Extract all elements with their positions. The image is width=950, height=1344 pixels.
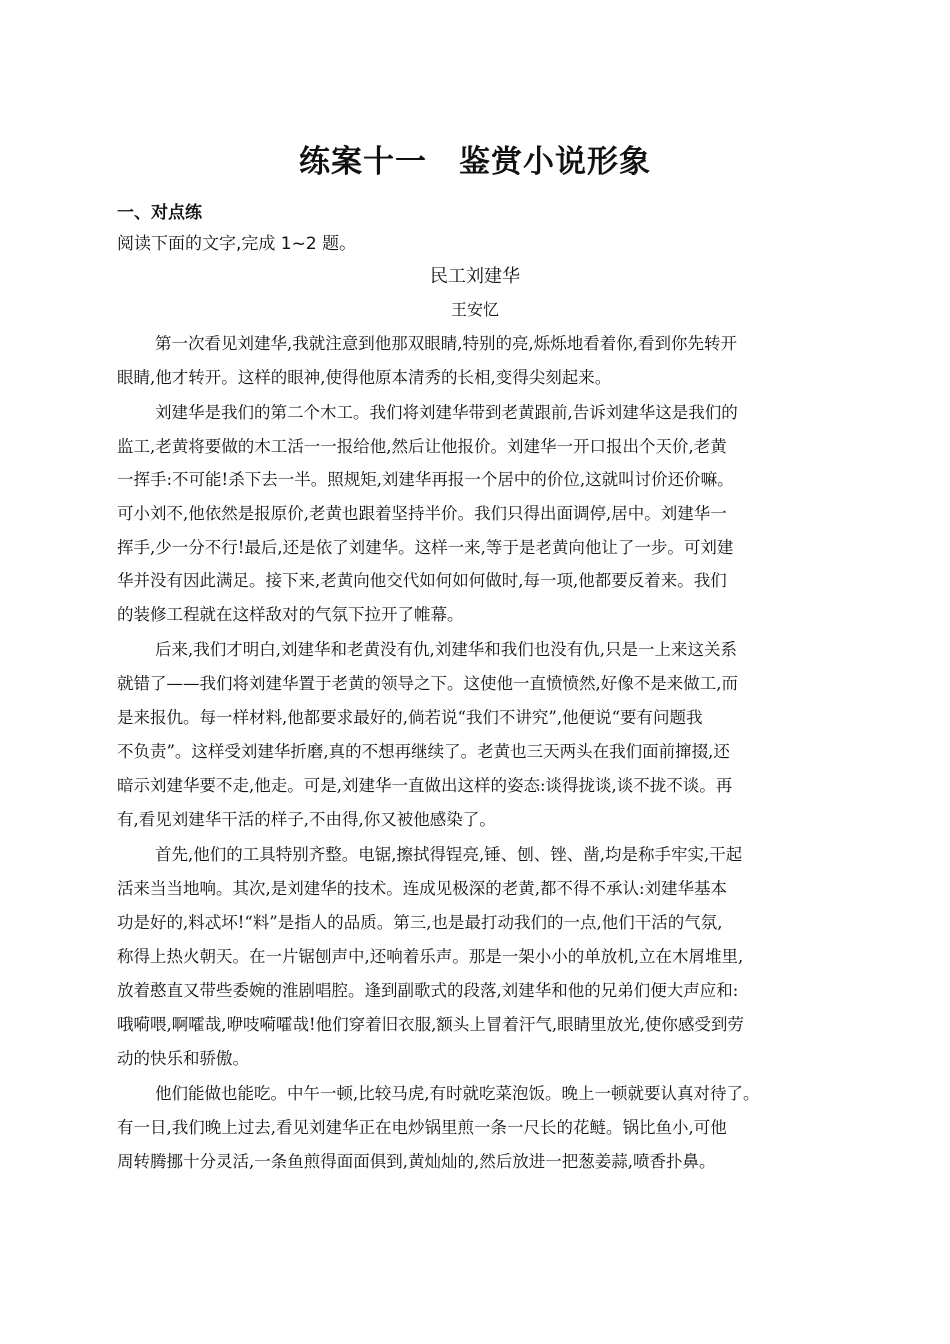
text-line: 他们能做也能吃。中午一顿,比较马虎,有时就吃菜泡饭。晚上一顿就要认真对待了。: [155, 1084, 760, 1103]
text-line: 的装修工程就在这样敌对的气氛下拉开了帷幕。: [117, 605, 464, 624]
text-line: 首先,他们的工具特别齐整。电锯,擦拭得锃亮,锤、刨、锉、凿,均是称手牢实,干起: [155, 845, 743, 864]
text-line: 称得上热火朝天。在一片锯刨声中,还响着乐声。那是一架小小的单放机,立在木屑堆里,: [117, 947, 744, 966]
text-line: 眼睛,他才转开。这样的眼神,使得他原本清秀的长相,变得尖刻起来。: [117, 368, 612, 387]
page-title: 练案十一 鉴赏小说形象: [299, 144, 651, 180]
text-line: 有一日,我们晚上过去,看见刘建华正在电炒锅里煎一条一尺长的花鲢。锅比鱼小,可他: [117, 1118, 727, 1137]
text-line: 是来报仇。每一样材料,他都要求最好的,倘若说“我们不讲究”,他便说“要有问题我: [117, 708, 703, 727]
text-line: 动的快乐和骄傲。: [117, 1049, 249, 1068]
text-line: 一挥手:不可能!杀下去一半。照规矩,刘建华再报一个居中的价位,这就叫讨价还价嘛。: [117, 470, 734, 489]
story-title: 民工刘建华: [430, 266, 520, 287]
text-line: 后来,我们才明白,刘建华和老黄没有仇,刘建华和我们也没有仇,只是一上来这关系: [155, 640, 737, 659]
text-line: 刘建华是我们的第二个木工。我们将刘建华带到老黄跟前,告诉刘建华这是我们的: [155, 403, 738, 422]
text-line: 挥手,少一分不行!最后,还是依了刘建华。这样一来,等于是老黄向他让了一步。可刘建: [117, 538, 734, 557]
text-line: 周转腾挪十分灵活,一条鱼煎得面面俱到,黄灿灿的,然后放进一把葱姜蒜,喷香扑鼻。: [117, 1152, 716, 1171]
text-line: 第一次看见刘建华,我就注意到他那双眼睛,特别的亮,烁烁地看着你,看到你先转开: [155, 334, 737, 353]
text-line: 有,看见刘建华干活的样子,不由得,你又被他感染了。: [117, 810, 496, 829]
text-line: 华并没有因此满足。接下来,老黄向他交代如何如何做时,每一项,他都要反着来。我们: [117, 571, 727, 590]
text-line: 哦嗬喂,啊嚯哉,咿吱嗬嚯哉!他们穿着旧衣服,额头上冒着汗气,眼睛里放光,使你感受到劳: [117, 1015, 744, 1034]
text-line: 监工,老黄将要做的木工活一一报给他,然后让他报价。刘建华一开口报出个天价,老黄: [117, 437, 727, 456]
section-label: 一、对点练: [117, 203, 202, 223]
story-author: 王安忆: [450, 300, 499, 319]
text-line: 不负责”。这样受刘建华折磨,真的不想再继续了。老黄也三天两头在我们面前撺掇,还: [117, 742, 730, 761]
text-line: 可小刘不,他依然是报原价,老黄也跟着坚持半价。我们只得出面调停,居中。刘建华一: [117, 504, 727, 523]
instruction-text: 阅读下面的文字,完成 1~2 题。: [117, 234, 357, 254]
text-line: 功是好的,料忒坏!“料”是指人的品质。第三,也是最打动我们的一点,他们干活的气氛,: [117, 913, 723, 932]
text-line: 暗示刘建华要不走,他走。可是,刘建华一直做出这样的姿态:谈得拢谈,谈不拢不谈。再: [117, 776, 733, 795]
text-line: 活来当当地响。其次,是刘建华的技术。连成见极深的老黄,都不得不承认:刘建华基本: [117, 879, 728, 898]
text-line: 放着憨直又带些委婉的淮剧唱腔。逢到副歌式的段落,刘建华和他的兄弟们便大声应和:: [117, 981, 739, 1000]
text-line: 就错了——我们将刘建华置于老黄的领导之下。这使他一直愤愤然,好像不是来做工,而: [117, 674, 738, 693]
